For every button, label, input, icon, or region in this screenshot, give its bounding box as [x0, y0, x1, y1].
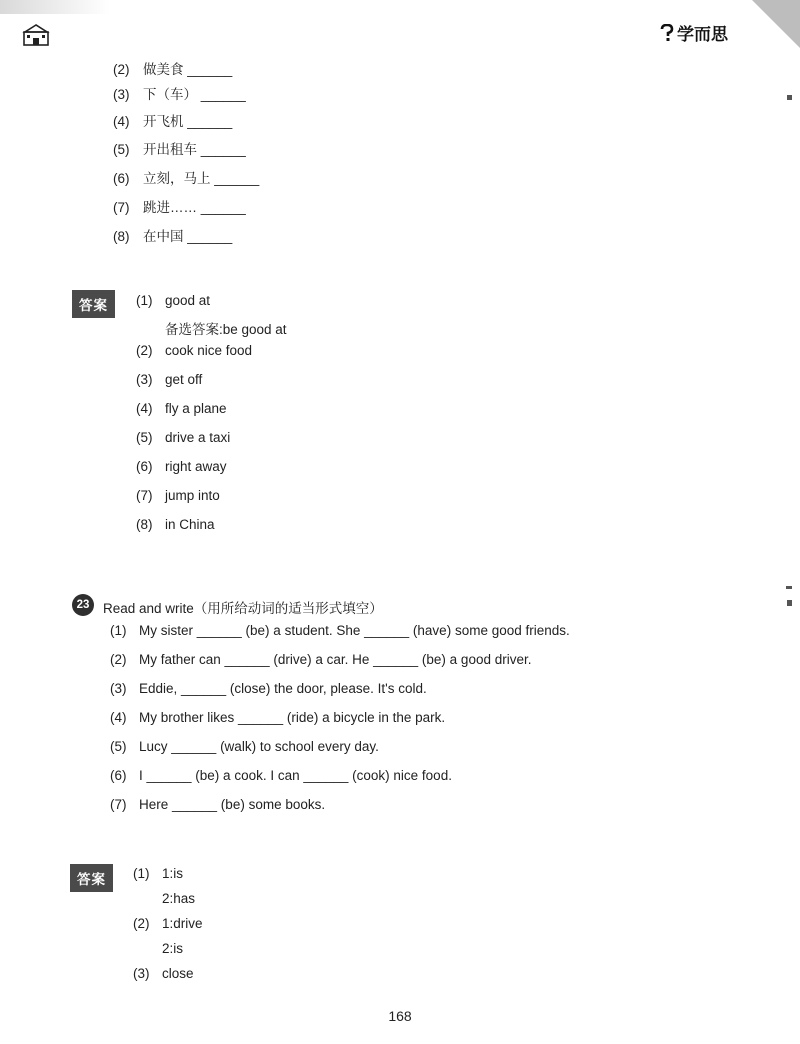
answer-text: 1:is [162, 866, 184, 881]
answer-text: right away [165, 459, 227, 474]
answer-text: good at [165, 293, 211, 308]
question-item [110, 797, 325, 812]
corner-decoration-right [752, 0, 800, 48]
answer-item [136, 430, 230, 445]
question-item-number: (3) [110, 681, 127, 696]
answer-number: (1) [133, 866, 150, 881]
answer-badge: 答案 [70, 864, 113, 892]
question-item-number: (6) [110, 768, 127, 783]
answer-text: cook nice food [165, 343, 253, 358]
answer-text: 备选答案:be good at [165, 322, 287, 337]
question-item [110, 652, 531, 667]
answer-text: 2:has [162, 891, 196, 906]
answer-item [133, 891, 195, 906]
item-number: (8) [113, 229, 130, 244]
item-text: 立刻，马上 ______ [143, 171, 260, 186]
answer-item [136, 293, 210, 308]
corner-decoration-left [0, 0, 110, 14]
item-number: (7) [113, 200, 130, 215]
question-item [110, 768, 452, 783]
answer-number: (3) [136, 372, 153, 387]
item-text: 下（车） ______ [143, 87, 246, 102]
exercise-item [113, 110, 232, 130]
item-text: 开出租车 ______ [143, 142, 246, 157]
answer-item [136, 401, 227, 416]
answer-text: close [162, 966, 194, 981]
answer-text: 2:is [162, 941, 184, 956]
answer-text: jump into [165, 488, 220, 503]
item-text: 在中国 ______ [143, 229, 233, 244]
answer-badge: 答案 [72, 290, 115, 318]
answer-number: (3) [133, 966, 150, 981]
item-number: (3) [113, 87, 130, 102]
exercise-item [113, 167, 259, 187]
answer-item [133, 866, 183, 881]
answer-item [136, 488, 220, 503]
answer-number: (6) [136, 459, 153, 474]
answer-text: drive a taxi [165, 430, 231, 445]
scan-mark [786, 586, 792, 589]
question-number-badge: 23 [72, 594, 94, 616]
answer-item [136, 318, 287, 338]
question-item [110, 623, 570, 638]
question-item-number: (2) [110, 652, 127, 667]
question-item-number: (5) [110, 739, 127, 754]
item-number: (6) [113, 171, 130, 186]
answer-item [136, 372, 202, 387]
question-item-number: (1) [110, 623, 127, 638]
answer-number: (5) [136, 430, 153, 445]
exercise-item [113, 138, 246, 158]
item-number: (2) [113, 62, 130, 77]
answer-item [136, 459, 227, 474]
item-text: 跳进…… ______ [143, 200, 246, 215]
answer-number: (2) [136, 343, 153, 358]
answer-text: 1:drive [162, 916, 203, 931]
exercise-item [113, 225, 232, 245]
question-item-text: I ______ (be) a cook. I can ______ (cook) nice food. [139, 768, 452, 783]
answer-item [136, 517, 215, 532]
question-item-text: Here ______ (be) some books. [139, 797, 326, 812]
question-mark-logo-icon [660, 24, 674, 42]
question-item-text: My sister ______ (be) a student. She ______ (have) some good friends. [139, 623, 570, 638]
answer-text: fly a plane [165, 401, 227, 416]
item-number: (5) [113, 142, 130, 157]
scan-mark [787, 600, 792, 606]
answer-number: (4) [136, 401, 153, 416]
answer-number: (7) [136, 488, 153, 503]
question-item [110, 681, 427, 696]
question-item-number: (4) [110, 710, 127, 725]
question-item-text: Eddie, ______ (close) the door, please. It's cold. [139, 681, 427, 696]
exercise-item [113, 58, 232, 78]
item-text: 开飞机 ______ [143, 114, 233, 129]
answer-item [133, 941, 183, 956]
answer-item [133, 916, 203, 931]
question-item [110, 710, 445, 725]
question-item-text: My brother likes ______ (ride) a bicycle in the park. [139, 710, 446, 725]
answer-text: get off [165, 372, 203, 387]
question-title: Read and write（用所给动词的适当形式填空） [103, 601, 383, 616]
question-item-text: Lucy ______ (walk) to school every day. [139, 739, 379, 754]
answer-item [133, 966, 194, 981]
question-item [110, 739, 379, 754]
brand-logo [660, 20, 728, 45]
answer-number: (2) [133, 916, 150, 931]
question-item-number: (7) [110, 797, 127, 812]
answer-text: in China [165, 517, 215, 532]
answer-number: (8) [136, 517, 153, 532]
page-number: 168 [388, 1008, 412, 1024]
school-icon [22, 24, 50, 46]
brand-name: 学而思 [677, 25, 728, 44]
answer-number: (1) [136, 293, 153, 308]
exercise-item [113, 196, 246, 216]
question-item-text: My father can ______ (drive) a car. He ______ (be) a good driver. [139, 652, 532, 667]
exercise-item [113, 83, 246, 103]
item-text: 做美食 ______ [143, 62, 233, 77]
scan-mark [787, 95, 792, 100]
item-number: (4) [113, 114, 130, 129]
answer-item [136, 343, 252, 358]
